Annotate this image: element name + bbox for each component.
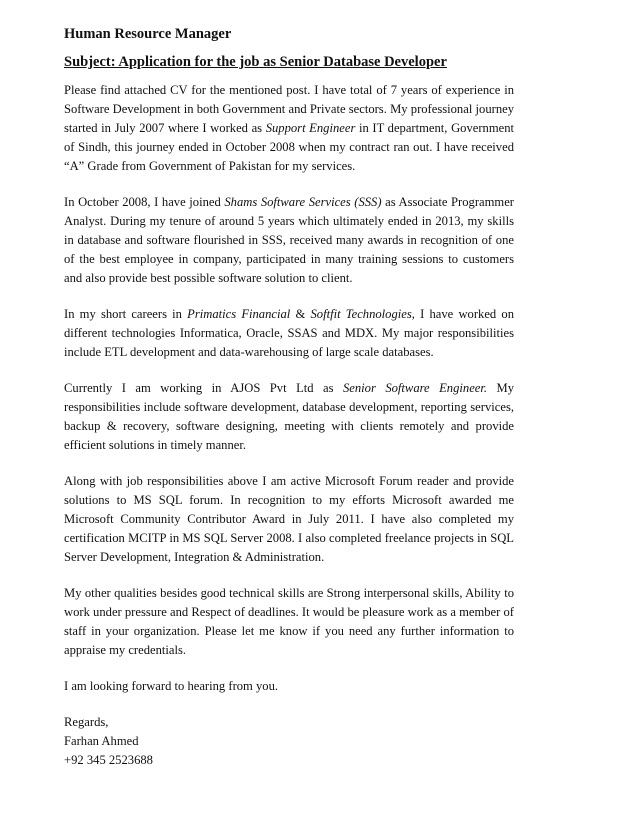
paragraph-text: My responsibilities include software development, database development, reporting services, backup & recovery, software designing, meeting with clients remotely and provide efficient solutions in timely manner. [64, 381, 514, 452]
signoff: Regards, [64, 715, 109, 729]
recipient-heading: Human Resource Manager [64, 26, 232, 42]
letter-body [64, 81, 514, 660]
paragraph-text: I have worked on different technologies Informatica, Oracle, SSAS and MDX. My major responsibilities include ETL development and data-warehousing of large scale databases. [64, 307, 515, 359]
paragraph-text: In my short careers in [64, 307, 188, 321]
paragraph-text: as Associate Programmer Analyst. During my tenure of around 5 years which ultimately ended in 2013, my skills in database and software flourished in SSS, received many awards in recognition of one of the best employee in company, participated in many training sessions to customers and also provide best possible software solution to client. [64, 195, 514, 285]
paragraph-microsoft [64, 472, 514, 567]
paragraph-text: Please find attached CV for the mentioned post. I have total of 7 years of experience in Software Development in both Government and Private sectors. My professional journey started in July 2007 where I worked as [64, 83, 514, 135]
letter-page [64, 26, 514, 770]
italic-text: Support Engineer [265, 121, 356, 135]
subject-line: Subject: Application for the job as Senior Database Developer [64, 54, 447, 70]
italic-text: Senior Software Engineer. [342, 381, 488, 395]
closing-line: I am looking forward to hearing from you. [64, 679, 279, 693]
paragraph-text: In October 2008, I have joined [64, 195, 225, 209]
sender-phone: +92 345 2523688 [64, 753, 153, 767]
paragraph-text: Along with job responsibilities above I am active Microsoft Forum reader and provide solutions to MS SQL forum. In recognition to my efforts Microsoft awarded me Microsoft Community Contributor Award in July 2011. I have also completed my certification MCITP in MS SQL Server 2008. I also completed freelance projects in SQL Server Development, Integration & Administration. [64, 474, 514, 564]
italic-text: Primatics Financial [187, 307, 291, 321]
signature-block [64, 713, 514, 770]
paragraph-text: & [290, 307, 311, 321]
italic-text: Shams Software Services (SSS) [224, 195, 382, 209]
paragraph-text: in IT department, Government of Sindh, this journey ended in October 2008 when my contract ran out. I have received “A” Grade from Government of Pakistan for my services. [64, 121, 515, 173]
paragraph-sss [64, 193, 514, 288]
paragraph-experience-intro [64, 81, 514, 176]
paragraph-qualities [64, 584, 514, 660]
paragraph-text: Currently I am working in AJOS Pvt Ltd as [64, 381, 343, 395]
italic-text: Softfit Technologies, [310, 307, 415, 321]
paragraph-text: My other qualities besides good technical skills are Strong interpersonal skills, Ability to work under pressure and Respect of deadlines. It would be pleasure work as a member of staff in your organization. Please let me know if you need any further information to appraise my credentials. [64, 586, 514, 657]
paragraph-current-job [64, 379, 514, 455]
sender-name: Farhan Ahmed [64, 734, 139, 748]
paragraph-short-careers [64, 305, 514, 362]
